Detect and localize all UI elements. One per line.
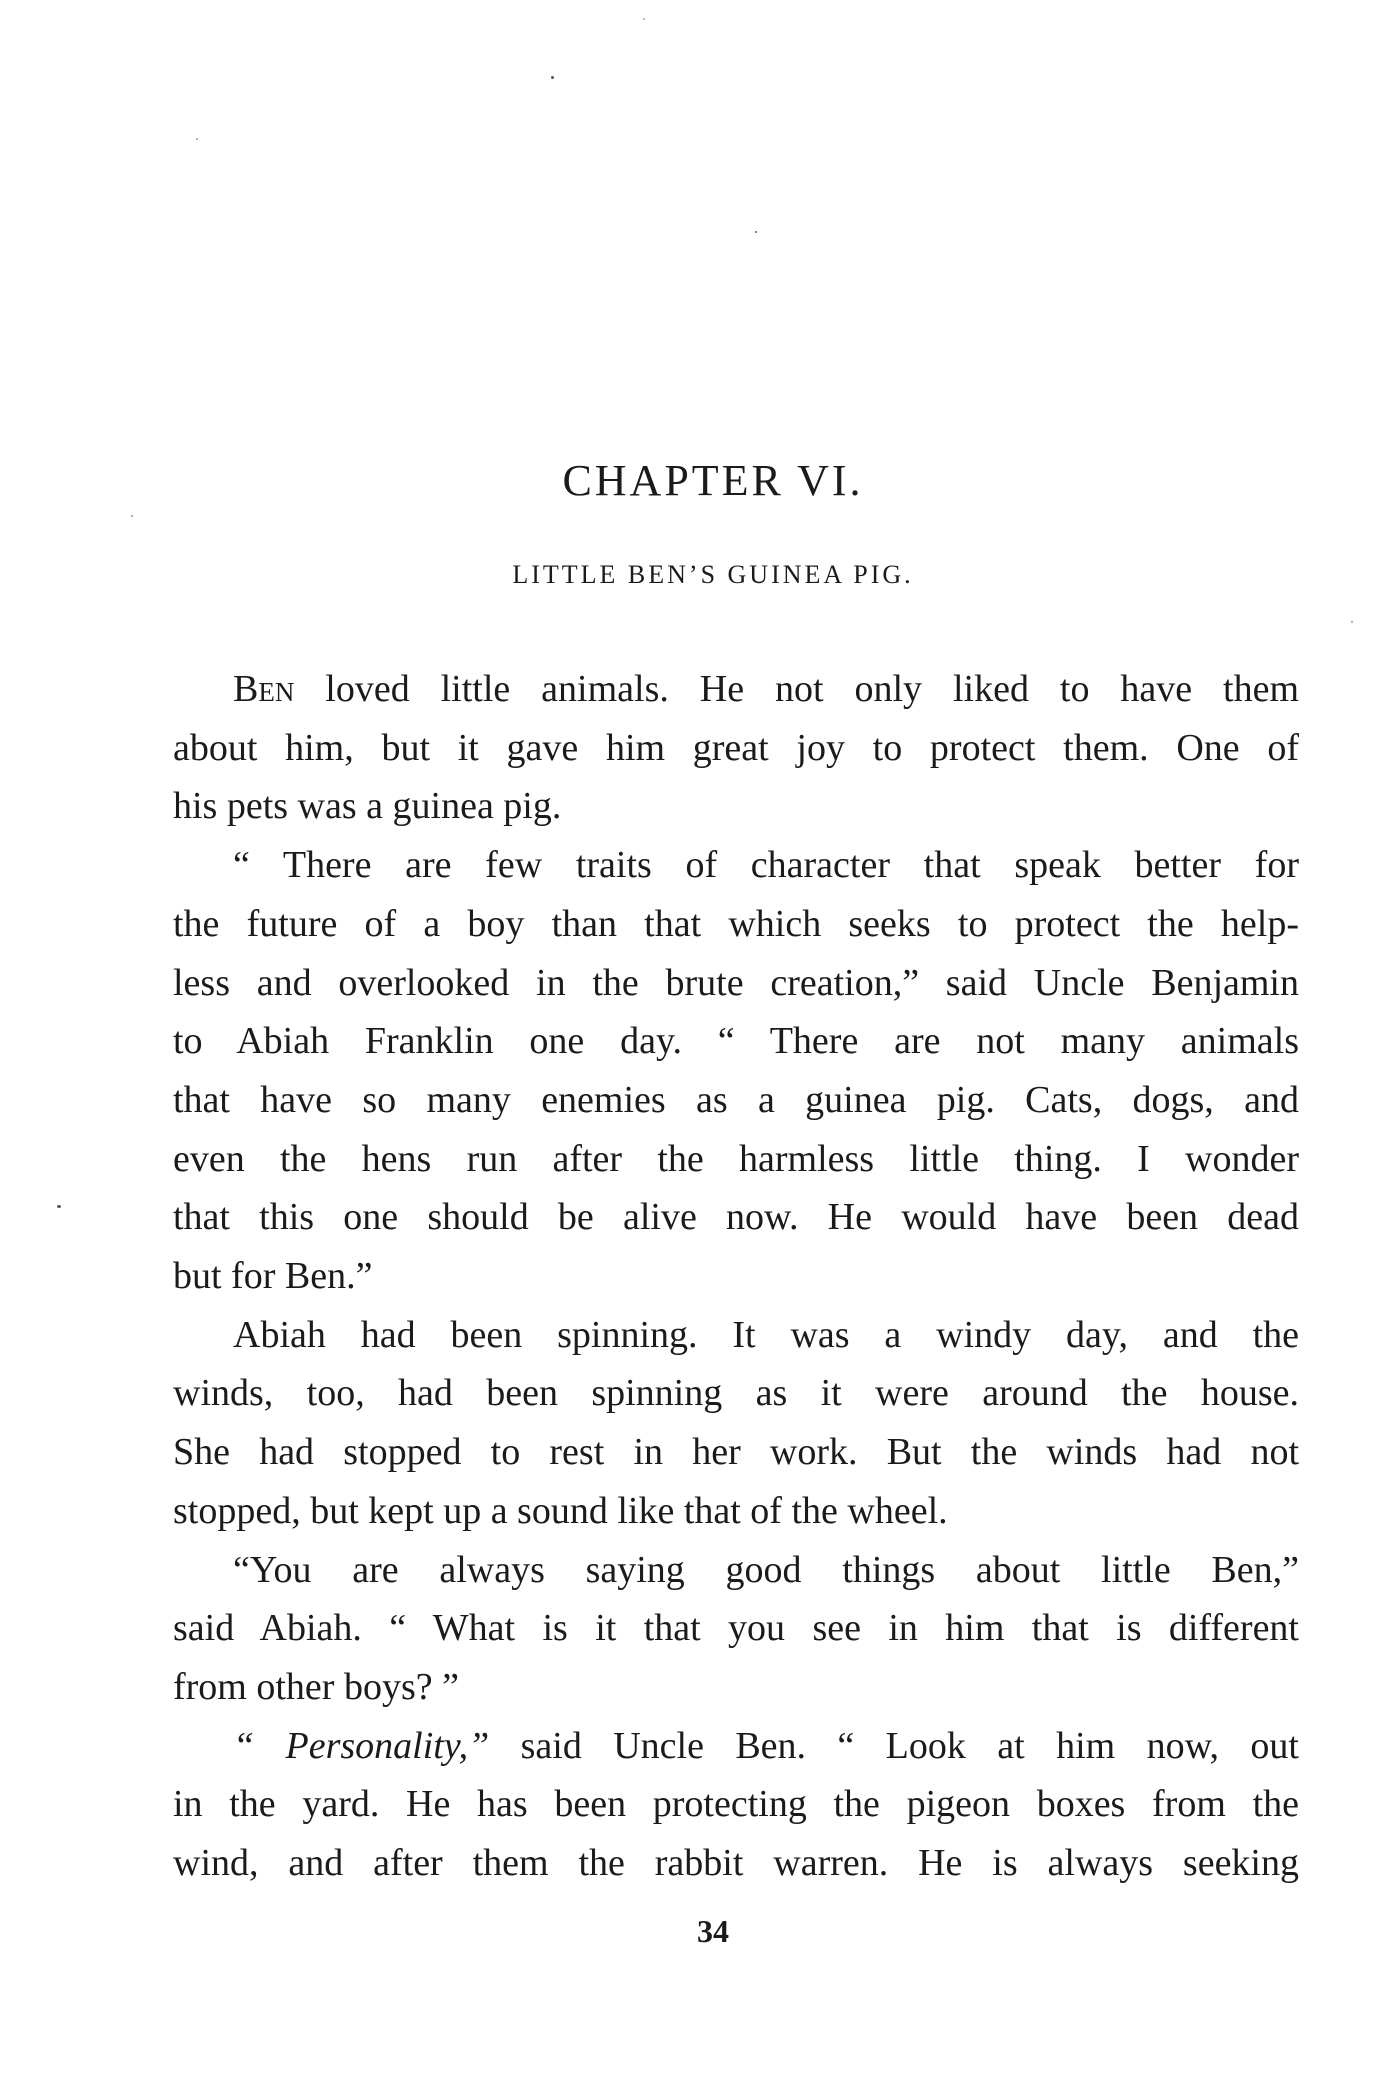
page-number: 34 [697,1913,729,1949]
text-line: but for Ben.” [173,1255,373,1298]
scan-speck [196,138,198,140]
chapter-subtitle: LITTLE BEN’S GUINEA PIG. [512,560,914,589]
text-line: winds, too, had been spinning as it were around the house. [173,1372,1299,1415]
text-line: about him, but it gave him great joy to protect them. One of [173,726,1299,769]
text-line: the future of a boy than that which seeks to protect the help- [173,902,1299,945]
text-line: “ There are few traits of character that speak better for [233,844,1299,887]
text-line: less and overlooked in the brute creation,” said Uncle Benjamin [173,961,1299,1004]
text-line: that this one should be alive now. He would have been dead [173,1196,1299,1239]
text-line: wind, and after them the rabbit warren. He is always seeking [173,1842,1299,1885]
chapter-title: CHAPTER VI. [562,456,864,505]
text-line: Abiah had been spinning. It was a windy day, and the [233,1313,1299,1356]
scan-speck [755,231,757,233]
text-line: “You are always saying good things about little Ben,” [233,1548,1299,1591]
scan-speck [57,1205,61,1208]
scan-speck [131,515,133,517]
text-line: “ Personality,” said Uncle Ben. “ Look at him now, out [233,1724,1299,1767]
scan-speck [1351,621,1353,623]
text-line: even the hens run after the harmless little thing. I wonder [173,1137,1299,1180]
text-line: Ben loved little animals. He not only liked to have them [233,668,1299,710]
lead-word: Ben [233,668,295,710]
scan-speck [551,76,554,79]
text-line: his pets was a guinea pig. [173,785,562,828]
text-line: in the yard. He has been protecting the pigeon boxes from the [173,1783,1299,1826]
text-line: from other boys? ” [173,1665,459,1708]
text-line: that have so many enemies as a guinea pig. Cats, dogs, and [173,1078,1299,1121]
text-line: She had stopped to rest in her work. But the winds had not [173,1431,1299,1474]
scan-speck [643,18,645,20]
body-text [173,660,1299,1893]
italic-word: “ Personality,” [233,1724,490,1767]
text-line: said Abiah. “ What is it that you see in him that is different [173,1607,1299,1650]
text-line: to Abiah Franklin one day. “ There are not many animals [173,1020,1299,1063]
text-line: stopped, but kept up a sound like that of the wheel. [173,1489,948,1532]
